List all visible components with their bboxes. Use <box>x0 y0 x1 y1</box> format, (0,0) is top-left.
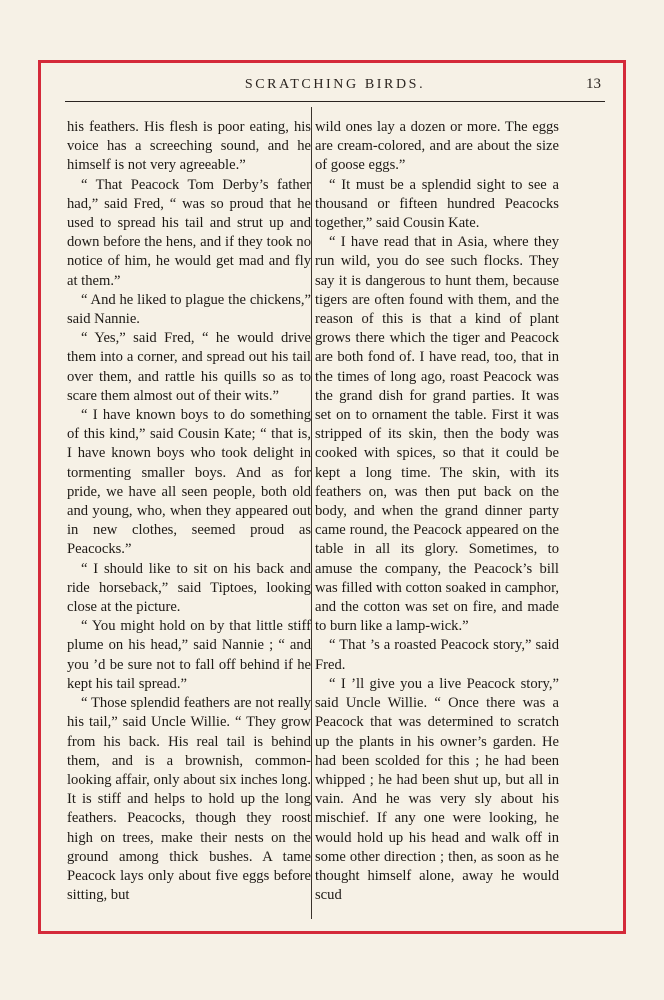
paragraph: “ You might hold on by that little stiff plume on his head,” said Nannie ; “ and you ’d be sure not to fall off behind if he kept his tail spread.” <box>67 618 311 692</box>
paragraph: his feathers. His flesh is poor eating, his voice has a screeching sound, and he himself is not very agreeable.” <box>67 119 311 174</box>
left-column <box>67 118 311 905</box>
right-column <box>315 118 559 905</box>
running-head: SCRATCHING BIRDS. <box>244 77 426 92</box>
paragraph: “ That Peacock Tom Derby’s father had,” said Fred, “ was so proud that he used to spread his tail and strut up and down before the hens, and if they took no notice of him, he would get mad and fly at them.” <box>67 176 311 289</box>
paragraph: “ Yes,” said Fred, “ he would drive them into a corner, and spread out his tail over them, and rattle his quills so as to scare them almost out of their wits.” <box>67 330 311 404</box>
paragraph: wild ones lay a dozen or more. The eggs are cream-colored, and are about the size of goose eggs.” <box>315 119 559 174</box>
page-header <box>65 73 605 102</box>
paragraph: “ I should like to sit on his back and ride horseback,” said Tiptoes, looking close at the picture. <box>67 560 311 616</box>
paragraph: “ It must be a splendid sight to see a thousand or fifteen hundred Peacocks together,” said Cousin Kate. <box>315 176 559 232</box>
paragraph: “ That ’s a roasted Peacock story,” said Fred. <box>315 637 559 673</box>
paragraph: “ Those splendid feathers are not really his tail,” said Uncle Willie. “ They grow from his back. His real tail is behind them, and is a brownish, common-looking affair, only about six inches long. It is stiff and helps to hold up the long feathers. Peacocks, though they roost high on trees, make their nests on the ground among thick bushes. A tame Peacock lays only about five eggs before sitting, but <box>67 695 311 904</box>
page-number: 13 <box>586 76 601 92</box>
column-divider <box>311 107 312 919</box>
paragraph: “ I ’ll give you a live Peacock story,” said Uncle Willie. “ Once there was a Peacock that was determined to scratch up the plants in his owner’s garden. He had been scolded for this ; he had been whipped ; he had been shut up, but all in vain. And he was very sly about his mischief. If any one were looking, he would hold up his head and walk off in some other direction ; then, as soon as he thought himself alone, away he would scud <box>315 675 559 904</box>
paragraph: “ I have read that in Asia, where they run wild, you do see such flocks. They say it is dangerous to hunt them, because tigers are often found with them, and the reason of this is that a kind of plant grows there which the tiger and Peacock are both fond of. I have read, too, that in the times of long ago, roast Peacock was the grand dish for grand parties. It was set on to ornament the table. First it was stripped of its skin, then the body was cooked with spices, so that it could be kept a long time. The skin, with its feathers on, was then put back on the body, and when the grand dinner party came round, the Peacock appeared on the table in all its glory. Sometimes, to amuse the company, the Peacock’s bill was filled with cotton soaked in camphor, and the cotton was set on fire, and made to burn like a lamp-wick.” <box>315 234 559 635</box>
paragraph: “ And he liked to plague the chickens,” said Nannie. <box>67 291 311 328</box>
paragraph: “ I have known boys to do something of this kind,” said Cousin Kate; “ that is, I have known boys who took delight in tormenting smaller boys. And as for pride, we have all seen people, both old and young, who, when they appeared out in new clothes, seemed proud as Peacocks.” <box>67 407 311 558</box>
page-border <box>38 60 626 934</box>
